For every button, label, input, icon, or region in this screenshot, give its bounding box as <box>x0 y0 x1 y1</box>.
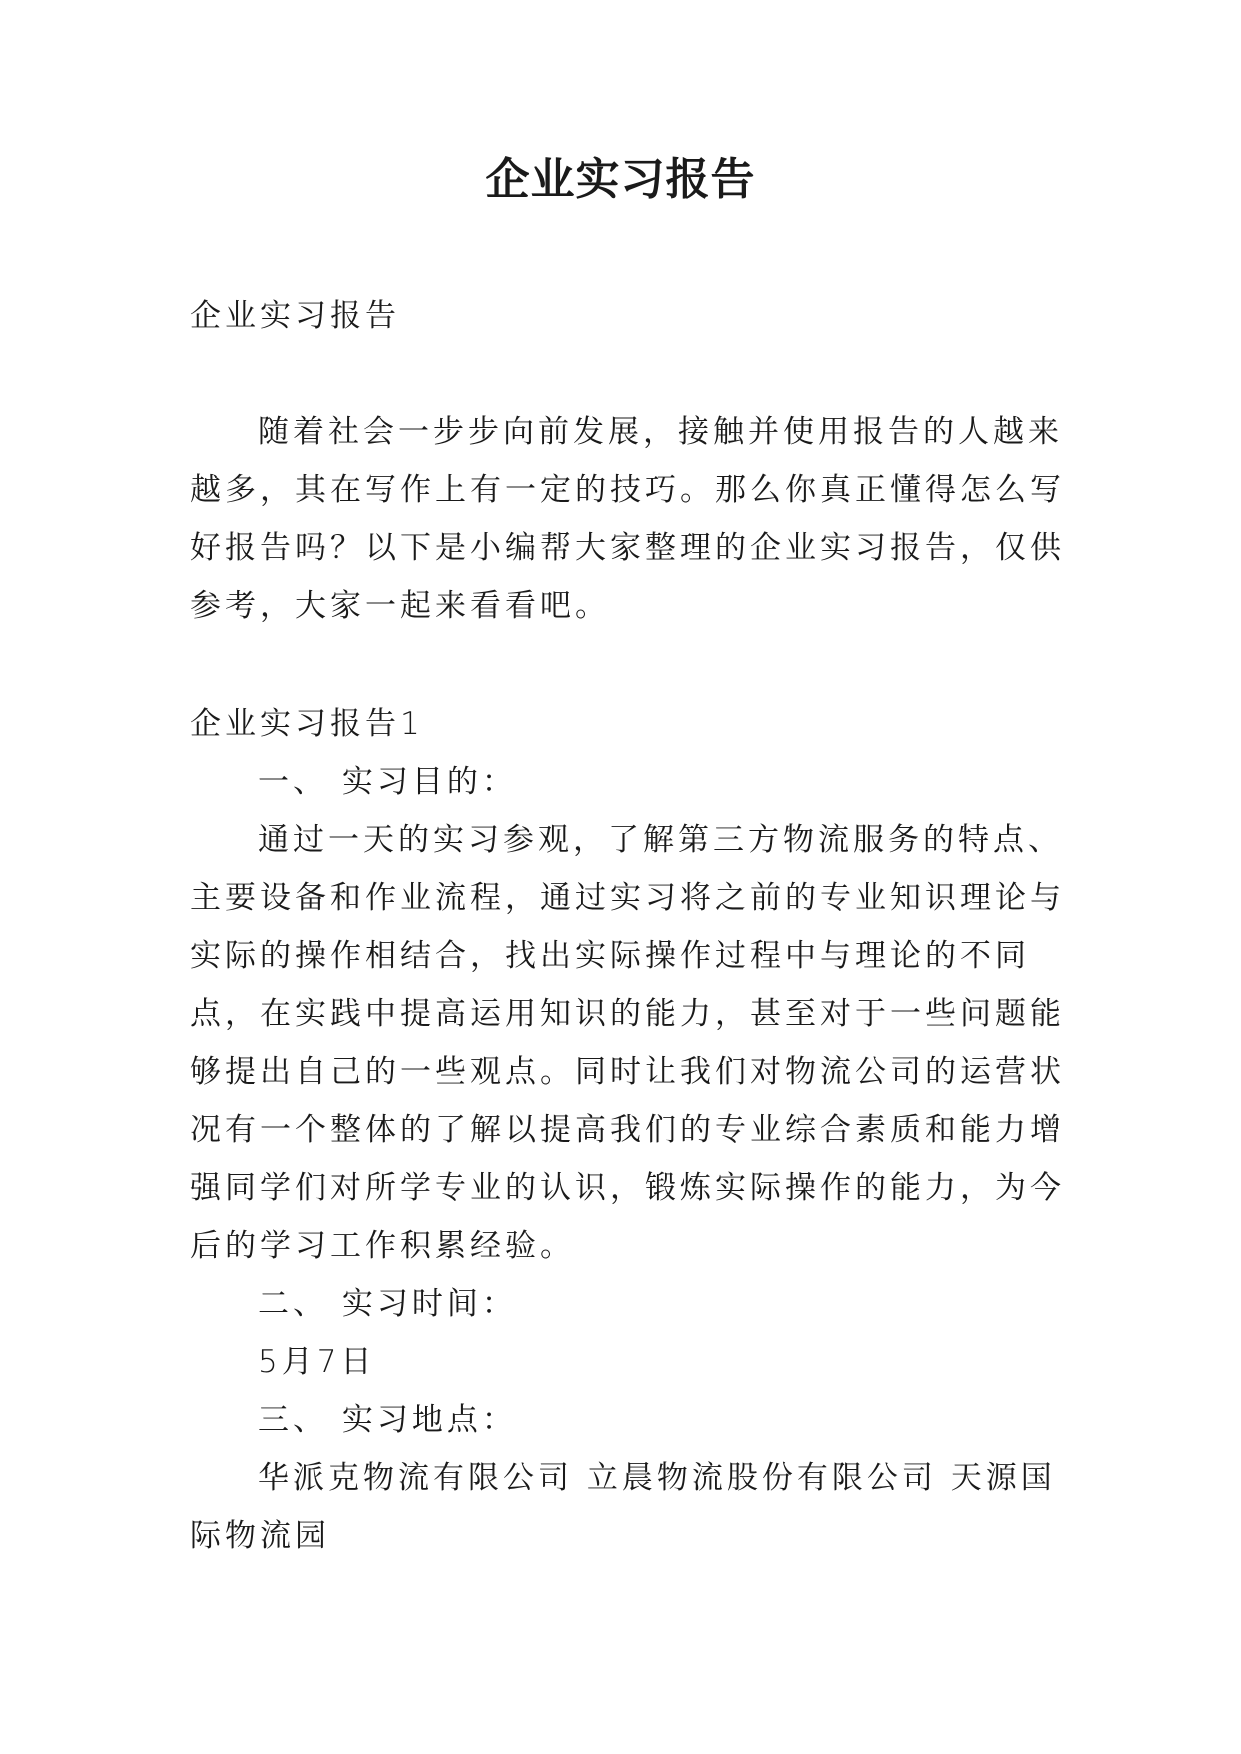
subtitle: 企业实习报告 <box>190 298 400 334</box>
purpose-paragraph: 通过一天的实习参观，了解第三方物流服务的特点、主要设备和作业流程，通过实习将之前的专业知识理论与实际的操作相结合，找出实际操作过程中与理论的不同点，在实践中提高运用知识的能力，甚至对于一些问题能够提出自己的一些观点。同时让我们对物流公司的运营状况有一个整体的了解以提高我们的专业综合素质和能力增强同学们对所学专业的认识，锻炼实际操作的能力，为今后的学习工作积累经验。 <box>190 822 1065 1264</box>
section-heading: 企业实习报告1 <box>190 706 424 742</box>
place-paragraph: 华派克物流有限公司 立晨物流股份有限公司 天源国际物流园 <box>190 1460 1056 1554</box>
purpose-heading: 一、 实习目的： <box>258 764 517 800</box>
intro-paragraph: 随着社会一步步向前发展，接触并使用报告的人越来越多，其在写作上有一定的技巧。那么你真正懂得怎么写好报告吗？以下是小编帮大家整理的企业实习报告，仅供参考，大家一起来看看吧。 <box>190 414 1065 624</box>
time-paragraph: 5月7日 <box>258 1344 376 1380</box>
document-body <box>190 287 1070 1565</box>
document-title: 企业实习报告 <box>485 154 756 205</box>
place-heading: 三、 实习地点： <box>258 1402 517 1438</box>
time-heading: 二、 实习时间： <box>258 1286 517 1322</box>
